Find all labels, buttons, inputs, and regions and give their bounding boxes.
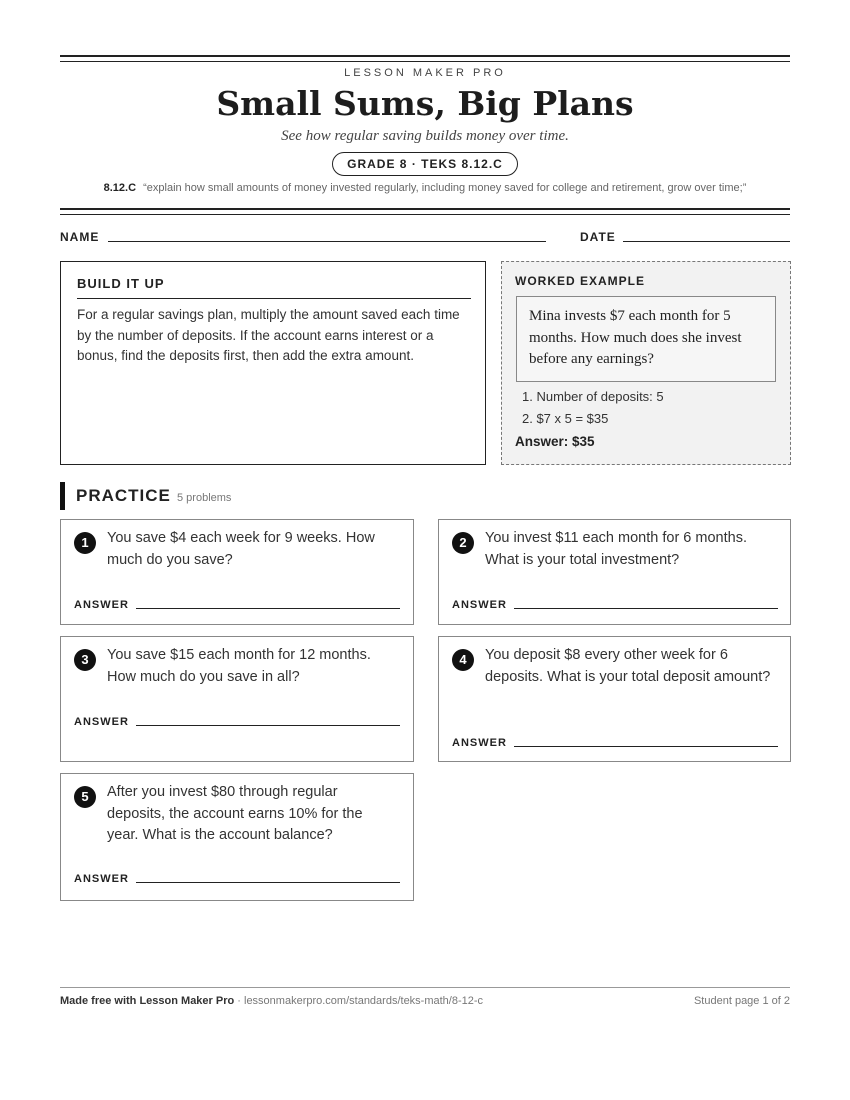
practice-heading: PRACTICE [76, 486, 171, 505]
problem-number-badge: 1 [74, 532, 96, 554]
answer-line[interactable] [514, 746, 778, 747]
worked-example-panel [501, 261, 791, 465]
practice-accent-bar [60, 482, 65, 510]
problem-card-3 [60, 636, 414, 762]
problem-card-1 [60, 519, 414, 625]
header-bottom-rule [60, 208, 790, 215]
answer-label: ANSWER [74, 599, 129, 611]
build-divider [77, 298, 471, 299]
footer-page-number: Student page 1 of 2 [693, 995, 790, 1007]
example-question: Mina invests $7 each month for 5 months. How much does she invest before any earnings? [529, 308, 742, 367]
standard-text: “explain how small amounts of money invested regularly, including money saved for college and retirement, grow over time;” [143, 182, 747, 194]
problem-text: You save $4 each week for 9 weeks. How much do you save? [107, 530, 375, 568]
standard-description [60, 182, 790, 194]
footer-divider [60, 987, 790, 988]
problem-card-5 [60, 773, 414, 901]
standard-code: 8.12.C [103, 182, 137, 194]
name-label: NAME [60, 230, 100, 244]
practice-count: 5 problems [177, 492, 232, 504]
problem-card-2 [438, 519, 791, 625]
brand-name: LESSON MAKER PRO [344, 67, 506, 79]
build-text: For a regular savings plan, multiply the amount saved each time by the number of deposits. If the account earns interest or a bonus, find the deposits first, then add the extra amount. [77, 307, 460, 363]
footer-url[interactable]: · lessonmakerpro.com/standards/teks-math/8-12-c [234, 995, 484, 1007]
page-subtitle: See how regular saving builds money over time. [281, 128, 569, 144]
example-step-1: 1. Number of deposits: 5 [522, 389, 664, 404]
problem-number-badge: 3 [74, 649, 96, 671]
answer-line[interactable] [136, 725, 400, 726]
worksheet-page [60, 0, 790, 1100]
example-steps [522, 386, 664, 430]
problem-text: After you invest $80 through regular deposits, the account earns 10% for the year. What is the account balance? [107, 784, 363, 843]
footer-credit [60, 995, 483, 1007]
example-answer: Answer: $35 [515, 434, 595, 449]
problem-text: You invest $11 each month for 6 months. What is your total investment? [485, 530, 747, 568]
grade-badge: GRADE 8 · TEKS 8.12.C [332, 152, 518, 176]
problem-card-4 [438, 636, 791, 762]
name-field[interactable] [108, 241, 546, 242]
problem-number-badge: 5 [74, 786, 96, 808]
problem-text: You save $15 each month for 12 months. How much do you save in all? [107, 647, 371, 685]
example-step-2: 2. $7 x 5 = $35 [522, 411, 609, 426]
example-question-box [516, 296, 776, 382]
answer-label: ANSWER [452, 737, 507, 749]
answer-label: ANSWER [74, 716, 129, 728]
answer-label: ANSWER [452, 599, 507, 611]
build-it-up-panel [60, 261, 486, 465]
answer-line[interactable] [136, 882, 400, 883]
problem-number-badge: 4 [452, 649, 474, 671]
page-title: Small Sums, Big Plans [216, 84, 634, 123]
date-field[interactable] [623, 241, 790, 242]
date-label: DATE [580, 230, 616, 244]
problem-text: You deposit $8 every other week for 6 deposits. What is your total deposit amount? [485, 647, 771, 685]
answer-line[interactable] [514, 608, 778, 609]
build-heading: BUILD IT UP [77, 276, 165, 291]
answer-line[interactable] [136, 608, 400, 609]
footer-made-with: Made free with Lesson Maker Pro [60, 995, 235, 1007]
example-heading: WORKED EXAMPLE [515, 274, 646, 288]
header-top-rule [60, 55, 790, 62]
problem-number-badge: 2 [452, 532, 474, 554]
answer-label: ANSWER [74, 873, 129, 885]
